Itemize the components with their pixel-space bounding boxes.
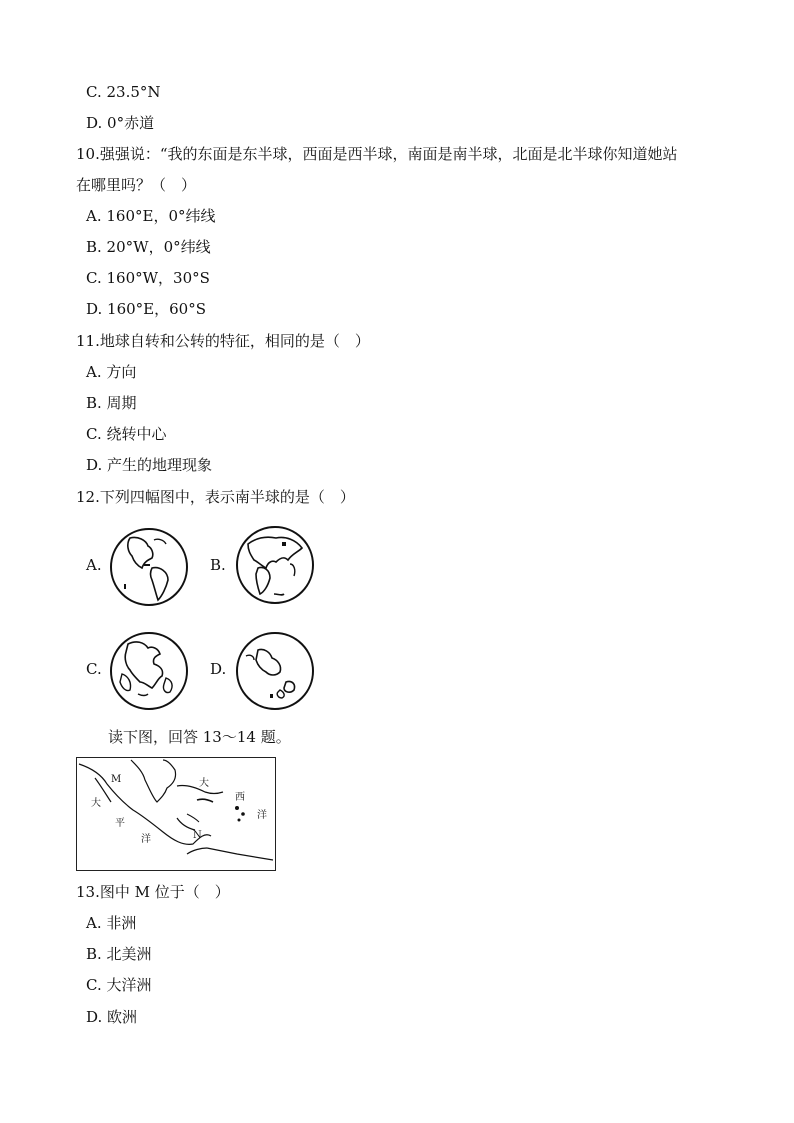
q10-option-c: C. 160°W，30°S <box>86 269 210 287</box>
question-10-stem: 10.强强说：“我的东面是东半球，西面是西半球，南面是南半球，北面是北半球你知道她站 <box>76 145 678 163</box>
q13-option-b: B. 北美洲 <box>86 945 152 963</box>
q11-option-d: D. 产生的地理现象 <box>86 456 213 474</box>
option-c: C. 23.5°N <box>86 83 161 101</box>
question-11-stem: 11.地球自转和公转的特征，相同的是（ ） <box>76 332 370 350</box>
globe-c-image <box>108 630 190 712</box>
map-label-n: N <box>193 830 202 841</box>
question-12-stem: 12.下列四幅图中，表示南半球的是（ ） <box>76 488 355 506</box>
globe-b-image <box>234 524 316 606</box>
globe-label-b: B. <box>210 556 226 574</box>
q10-option-b: B. 20°W，0°纬线 <box>86 238 211 256</box>
q10-option-d: D. 160°E，60°S <box>86 300 206 318</box>
globe-label-a: A. <box>86 556 102 574</box>
map-label-da: 大 <box>91 798 101 809</box>
globe-a-image <box>108 526 190 608</box>
q13-option-d: D. 欧洲 <box>86 1008 138 1026</box>
map-label-da-2: 大 <box>199 778 209 789</box>
globe-d-image <box>234 630 316 712</box>
map-label-ping: 平 <box>115 818 125 829</box>
globe-label-c: C. <box>86 660 102 678</box>
reading-instruction: 读下图，回答 13～14 题。 <box>108 728 291 746</box>
map-label-yang-2: 洋 <box>257 810 267 821</box>
q13-option-c: C. 大洋洲 <box>86 976 152 994</box>
q11-option-c: C. 绕转中心 <box>86 425 167 443</box>
q11-option-a: A. 方向 <box>86 363 137 381</box>
globe-label-d: D. <box>210 660 227 678</box>
question-13-stem: 13.图中 M 位于（ ） <box>76 883 230 901</box>
caribbean-map <box>76 757 276 871</box>
option-d: D. 0°赤道 <box>86 114 155 132</box>
question-10-stem-cont: 在哪里吗？（ ） <box>76 176 197 194</box>
q11-option-b: B. 周期 <box>86 394 137 412</box>
map-label-yang: 洋 <box>141 834 151 845</box>
map-label-m: M <box>111 774 122 785</box>
q13-option-a: A. 非洲 <box>86 914 137 932</box>
q10-option-a: A. 160°E，0°纬线 <box>86 207 216 225</box>
map-label-xi: 西 <box>235 792 245 803</box>
caribbean-map-drawing <box>77 758 275 870</box>
